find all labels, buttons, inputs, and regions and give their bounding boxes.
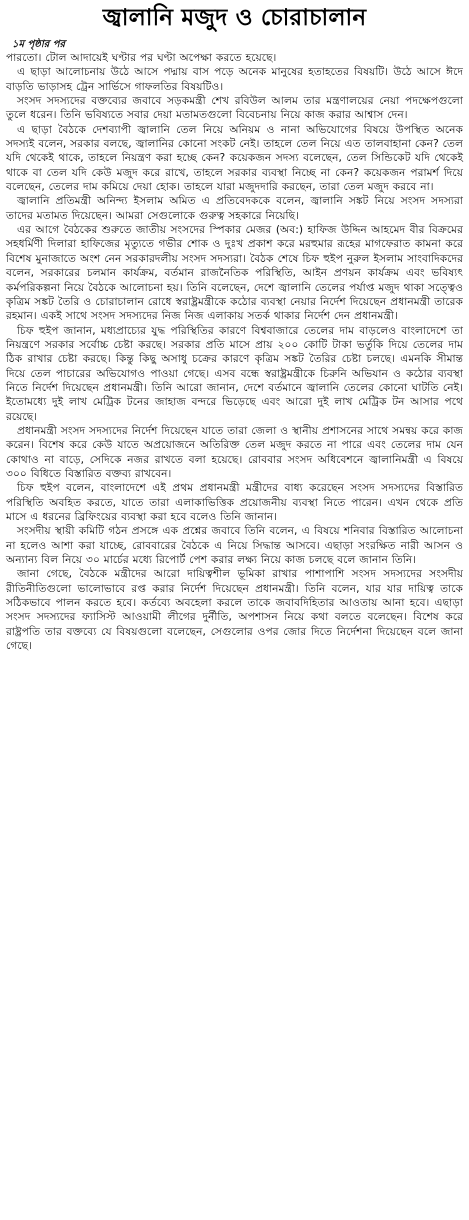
continuation-label: ১ম পৃষ্ঠার পর (12, 39, 65, 50)
paragraph: সংসদ সদস্যদের বক্তব্যের জবাবে সড়কমন্ত্রী শেখ রবিউল আলম তার মন্ত্রণালয়ের নেয়া পদক্ষেপগুলো তুলে ধরেন। তিনি ভবিষ্যতে সবার দেয়া মতামতগুলো বিবেচনায় নিয়ে কাজ করার আশ্বাস দেন। (6, 94, 463, 122)
paragraph: জানা গেছে, বৈঠকে মন্ত্রীদের আরো দায়িত্বশীল ভূমিকা রাখার পাশাপাশি সংসদ সদস্যদের সংসদীয় রীতিনীতিগুলো ভালোভাবে রপ্ত করার নির্দেশ দিয়েছেন প্রধানমন্ত্রী। তিনি বলেন, যার যার দায়িত্ব তাকে সঠিকভাবে পালন করতে হবে। কর্তব্যে অবহেলা করলে তাকে জবাবদিহিতার আওতায় আনা হবে। এছাড়া সংসদ সদস্যদের ফ্যাসিস্ট আওয়ামী লীগের দুর্নীতি, অপশাসন নিয়ে কথা বলতে বলেছেন। বিশেষ করে রাষ্ট্রপতি তার বক্তব্যে যে বিষয়গুলো বলেছেন, সেগুলোর ওপর জোর দিতে নির্দেশনা দিয়েছেন বলে জানা গেছে। (6, 567, 463, 653)
paragraph: প্রধানমন্ত্রী সংসদ সদস্যদের নির্দেশ দিয়েছেন যাতে তারা জেলা ও স্থানীয় প্রশাসনের সাথে সমন্বয় করে কাজ করেন। বিশেষ করে কেউ যাতে অপ্রয়োজনে অতিরিক্ত তেল মজুদ করতে না পারে এবং তেলের দাম যেন কোথাও না বাড়ে, সেদিকে নজর রাখতে বলা হয়েছে। রোববার সংসদ অধিবেশনে জ্বালানিমন্ত্রী এ বিষয়ে ৩০০ বিধিতে বিস্তারিত বক্তব্য রাখবেন। (6, 423, 463, 480)
paragraph: চিফ হুইপ বলেন, বাংলাদেশে এই প্রথম প্রধানমন্ত্রী মন্ত্রীদের বাধ্য করেছেন সংসদ সদস্যদের বিস্তারিত পরিস্থিতি অবহিত করতে, যাতে তারা এলাকাভিত্তিক প্রয়োজনীয় ব্যবস্থা নিতে পারেন। এখন থেকে প্রতি মাসে এ ধরনের ব্রিফিংয়ের ব্যবস্থা করা হবে বলেও তিনি জানান। (6, 481, 463, 523)
headline: জ্বালানি মজুদ ও চোরাচালান (102, 5, 367, 31)
paragraph: পারতো। টোল আদায়েই ঘণ্টার পর ঘণ্টা অপেক্ষা করতে হয়েছে। (6, 51, 277, 64)
paragraph: এ ছাড়া বৈঠকে দেশব্যাপী জ্বালানি তেল নিয়ে অনিয়ম ও নানা অভিযোগের বিষয়ে উপস্থিত অনেক সদস্যই বলেন, সরকার বলছে, জ্বালানির কোনো সংকট নেই। তাহলে তেল নিয়ে এত তালবাহানা কেন? তেল যদি থেকেই থাকে, তাহলে নিয়ন্ত্রণ করা হচ্ছে কেন? কয়েকজন সদস্য বলেছেন, তেল সিন্ডিকেট যদি থেকেই থাকে বা তেল যদি কেউ মজুদ করে রাখে, তাহলে সরকার ব্যবস্থা নিচ্ছে না কেন? কয়েকজন পরামর্শ দিয়ে বলেছেন, তেলের দাম কমিয়ে দেয়া হোক। তাহলে যারা মজুদদারি করছেন, তারা তেল মজুদ করবে না। (6, 122, 463, 194)
paragraph: জ্বালানি প্রতিমন্ত্রী অনিন্দ্য ইসলাম অমিত এ প্রতিবেদককে বলেন, জ্বালানি সঙ্কট নিয়ে সংসদ সদস্যরা তাদের মতামত দিয়েছেন। আমরা সেগুলোকে গুরুত্ব সহকারে নিয়েছি। (6, 194, 463, 222)
paragraph: এ ছাড়া আলোচনায় উঠে আসে পদ্মায় বাস পড়ে অনেক মানুষের হতাহতের বিষয়টি। উঠে আসে ঈদে বাড়তি ভাড়াসহ ট্রেন সার্ভিসে গাফলতির বিষয়টিও। (6, 65, 463, 93)
paragraph: এর আগে বৈঠকের শুরুতে জাতীয় সংসদের স্পিকার মেজর (অব:) হাফিজ উদ্দিন আহমেদ বীর বিক্রমের সহধর্মিণী দিলারা হাফিজের মৃত্যুতে গভীর শোক ও দুঃখ প্রকাশ করে মরহুমার রূহের মাগফেরাত কামনা করে বিশেষ মুনাজাতে অংশ নেন সরকারদলীয় সংসদ সদস্যরা। বৈঠক শেষে চিফ হুইপ নুরুল ইসলাম সাংবাদিকদের বলেন, সরকারের চলমান কার্যক্রম, বর্তমান রাজনৈতিক পরিস্থিতি, আইন প্রণয়ন কার্যক্রম এবং ভবিষ্যৎ কর্মপরিকল্পনা নিয়ে বৈঠকে আলোচনা হয়। তিনি বলেছেন, দেশে জ্বালানি তেলের পর্যাপ্ত মজুদ থাকা সত্ত্বেও কৃত্রিম সঙ্কট তৈরি ও চোরাচালান রোধে স্বরাষ্ট্রমন্ত্রীকে কঠোর ব্যবস্থা নেয়ার নির্দেশ দিয়েছেন প্রধানমন্ত্রী তারেক রহমান। একই সাথে সংসদ সদস্যদের নিজ নিজ এলাকায় সতর্ক থাকার নির্দেশ দেন প্রধানমন্ত্রী। (6, 223, 463, 323)
article-body (6, 51, 463, 653)
paragraph: চিফ হুইপ জানান, মধ্যপ্রাচ্যের যুদ্ধ পরিস্থিতির কারণে বিশ্ববাজারে তেলের দাম বাড়লেও বাংলাদেশে তা নিয়ন্ত্রণে সরকার সর্বোচ্চ চেষ্টা করছে। সরকার প্রতি মাসে প্রায় ২০০ কোটি টাকা ভর্তুকি দিয়ে তেলের দাম ঠিক রাখার চেষ্টা করছে। কিন্তু কিছু অসাধু চক্রের কারণে কৃত্রিম সঙ্কট তৈরির চেষ্টা চলছে। এমনকি সীমান্ত দিয়ে তেল পাচারের অভিযোগও পাওয়া গেছে। এসব বন্ধে স্বরাষ্ট্রমন্ত্রীকে চিরুনি অভিযান ও কঠোর ব্যবস্থা নিতে নির্দেশ দিয়েছেন প্রধানমন্ত্রী। তিনি আরো জানান, দেশে বর্তমানে জ্বালানি তেলের কোনো ঘাটতি নেই। ইতোমধ্যে দুই লাখ মেট্রিক টনের জাহাজ বন্দরে ভিড়েছে এবং আরো দুই লাখ মেট্রিক টন আসার পথে রয়েছে। (6, 323, 463, 423)
paragraph: সংসদীয় স্থায়ী কমিটি গঠন প্রসঙ্গে এক প্রশ্নের জবাবে তিনি বলেন, এ বিষয়ে শনিবার বিস্তারিত আলোচনা না হলেও আশা করা যাচ্ছে, রোববারের বৈঠকে এ নিয়ে সিদ্ধান্ত আসবে। এছাড়া সংরক্ষিত নারী আসন ও অন্যান্য বিল নিয়ে ৩০ মার্চের মধ্যে রিপোর্ট পেশ করার লক্ষ্য নিয়ে কাজ চলছে বলে জানান তিনি। (6, 524, 463, 567)
